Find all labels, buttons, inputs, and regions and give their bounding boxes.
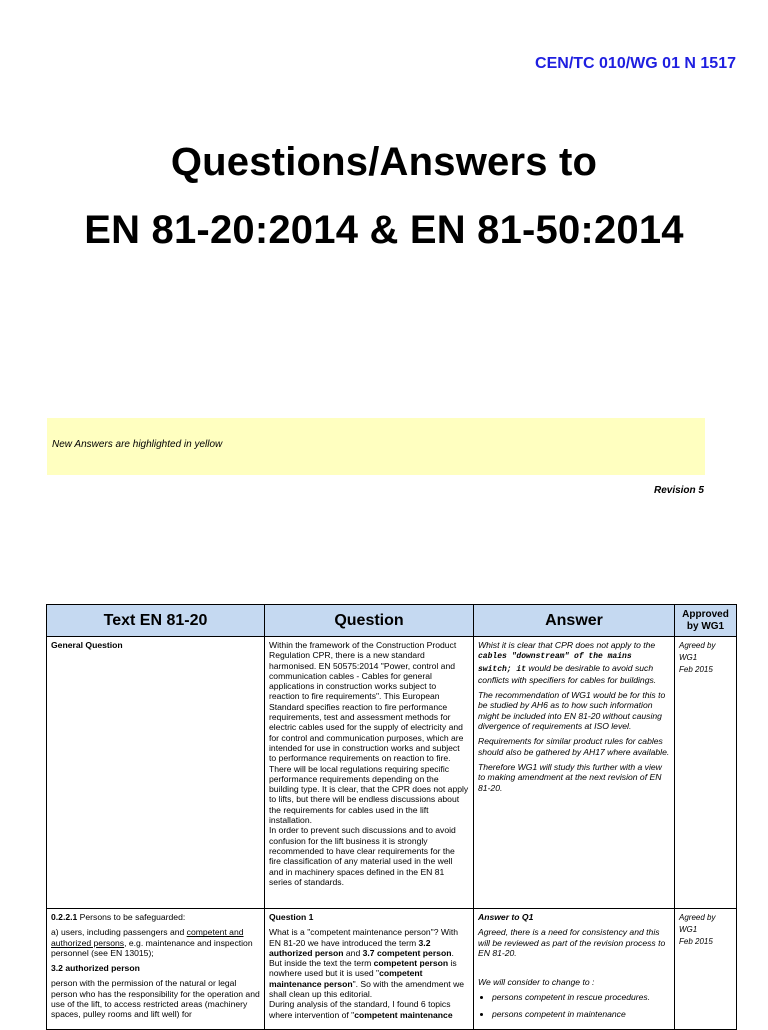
- row1-answer-p3: Requirements for similar product rules for cables should also be gathered by AH17 where available.: [478, 736, 670, 757]
- row1-approved-date: Feb 2015: [679, 665, 713, 674]
- revision-label: Revision 5: [653, 485, 704, 496]
- row2-clause: 0.2.2.1 Persons to be safeguarded:: [51, 912, 186, 922]
- qa-table: [46, 604, 737, 1030]
- highlight-note-box: [47, 418, 705, 475]
- row1-text-cell: [47, 637, 265, 909]
- row1-approved-cell: Agreed by WG1 Feb 2015: [675, 637, 737, 909]
- row1-text: General Question: [51, 640, 123, 650]
- row2-definition-heading: 3.2 authorized person: [51, 963, 140, 974]
- table-row: [47, 909, 737, 1030]
- row2-item-a: a) users, including passengers and competent and authorized persons, e.g. maintenance and inspection personnel (see EN 13015);: [51, 927, 253, 958]
- row2-text-cell: [47, 909, 265, 1030]
- row2-question-body: What is a "competent maintenance person"? With EN 81-20 we have introduced the term 3.2 authorized person and 3.7 competent person. But inside the text the term competent person is nowhere used but it is used "competent maintenance person". So with the amendment we shall clean up this editorial. During analysis of the standard, I found 6 topics where intervention of "competent maintenance: [269, 927, 465, 1020]
- list-item: • persons competent in rescue procedures.: [492, 992, 670, 1002]
- row2-answer-p1: Agreed, there is a need for consistency and this will be reviewed as part of the revision process to EN 81-20.: [478, 927, 666, 958]
- header-text-en81-20: Text EN 81-20: [47, 605, 265, 637]
- header-approved-line1: Approved: [682, 608, 729, 620]
- title-line-1: Questions/Answers to: [170, 140, 598, 184]
- row1-answer-p4: Therefore WG1 will study this further with a view to making amendment at the next revision of EN 81-20.: [478, 761, 662, 793]
- highlight-note-text: New Answers are highlighted in yellow: [52, 439, 223, 450]
- title-line-2: EN 81-20:2014 & EN 81-50:2014: [84, 208, 684, 252]
- header-approved: [675, 605, 737, 637]
- list-item: • persons competent in maintenance: [492, 1009, 670, 1019]
- document-reference: CEN/TC 010/WG 01 N 1517: [535, 55, 736, 72]
- header-question: Question: [265, 605, 474, 637]
- table-row: [47, 637, 737, 909]
- row2-answer-cell: [474, 909, 675, 1030]
- row2-approved-cell: Agreed by WG1 Feb 2015: [675, 909, 737, 1030]
- row1-question-cell: Within the framework of the Construction Product Regulation CPR, there is a new standard harmonised. EN 50575:2014 "Power, control and communication cables - Cables for general applications in construction works subject to reaction to fire requirements". This European Standard specifies reaction to fire performance requirements, test and assessment methods for electric cables used for the supply of electricity and for control and communication purposes, which are intended for use in construction works and subject to performance requirements on reaction to fire. There will be local regulations requiring specific performance requirements depending on the building type. It is clear, that the CPR does not apply to lifts, but there will be endless discussions about the requirements for cables used in the lift installation. In order to prevent such discussions and to avoid confusion for the lift business it is strongly recommended to have clear requirements for the fire classification of any material used in the well and in machinery spaces defined in the EN 81 series of standards.: [265, 637, 474, 909]
- row2-answer-p2: We will consider to change to :: [478, 977, 595, 988]
- row2-question-heading: Question 1: [269, 912, 314, 922]
- row2-answer-heading: Answer to Q1: [478, 912, 534, 922]
- row1-answer-cell: [474, 637, 675, 909]
- row2-approved-date: Feb 2015: [679, 937, 713, 946]
- row2-definition: person with the permission of the natural or legal person who has the responsibility for the operation and use of the lift, to access restricted areas (machinery spaces, pulley rooms and lift well) for: [51, 978, 260, 1020]
- header-approved-line2: by WG1: [686, 620, 725, 632]
- row1-answer-p2: The recommendation of WG1 would be for this to be studied by AH6 as to how such information might be included into EN 81-20 without causing divergence of requirements at ISO level.: [478, 690, 666, 732]
- row1-answer-p1: Whist it is clear that CPR does not apply to the cables "downstream" of the mains switch; it would be desirable to avoid such conflicts with specifiers for cables for buildings.: [478, 640, 657, 685]
- table-header-row: [47, 605, 737, 637]
- row2-question-cell: [265, 909, 474, 1030]
- row2-answer-list: [478, 992, 670, 1019]
- header-answer: Answer: [474, 605, 675, 637]
